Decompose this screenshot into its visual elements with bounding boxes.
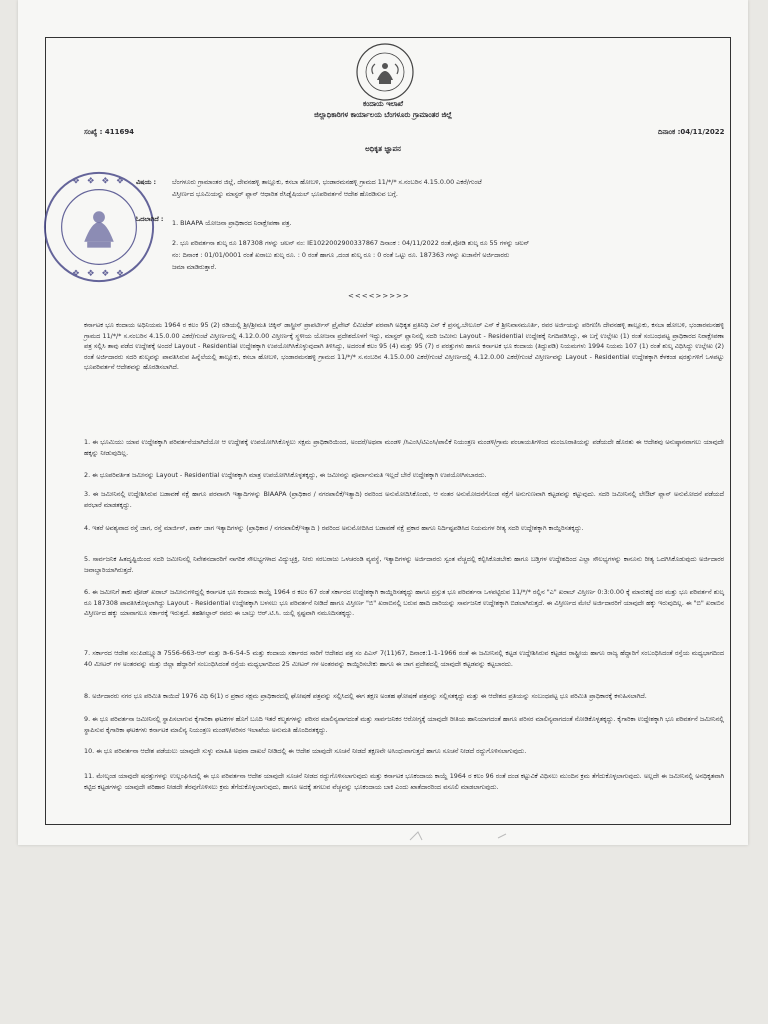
section-separator: <<<<>>>>> [348, 292, 410, 300]
memo-title: ಅಧಿಕೃತ ಜ್ಞಾಪನ [365, 145, 401, 153]
reference-2b: ನಂ: ದಿನಾಂಕ : 01/01/0001 ರಂತೆ ಖರಾಬು ಶುಲ್ಕ ರೂ. : 0 ರಂತೆ ಹಾಗೂ ,ದಂಡ ಶುಲ್ಕ ರೂ : 0 ರಂತೆ ಒಟ್ಟು ರೂ. 187363 ಗಳನ್ನು ಖಜಾನೆಗೆ ಅರ್ಜಿದಾರರು [172, 251, 510, 259]
department-name: ಕಂದಾಯ ಇಲಾಖೆ [362, 100, 404, 108]
page-border [45, 37, 731, 825]
document-sheet [18, 0, 748, 845]
condition-item: 1. ಈ ಭೂಮಿಯು ಯಾವ ಉದ್ದೇಶಕ್ಕಾಗಿ ಪರಿವರ್ತನೆಯಾಗಿದೆಯೋ ಆ ಉದ್ದೇಶಕ್ಕೆ ಉಪಯೋಗಿಸಿಕೊಳ್ಳಲು ಸಕ್ಷಮ ಪ್ರಾಧಿಕಾರಿಯಿಂದ, ಅಂದರೆ/ಅಥವಾ ಮಂಡಳಿ /ಸಿಎಂಸಿ/ಟಿಎಂಸಿ/ಪಾಲಿಕೆ ನಿಯಂತ್ರಣ ಮಂಡಳಿ/ಗ್ರಾಮ ಪಂಚಾಯತಿಗಳಿಂದ ಮಂಜೂರಾತಿಯನ್ನು ಪಡೆಯದೇ ಹೊರತು ಈ ಆದೇಶವು ಅನುಷ್ಠಾನವಾಗಲು ಯಾವುದೇ ಹಕ್ಕನ್ನು ನೀಡುವುದಿಲ್ಲ. [84, 438, 724, 457]
condition-item: 2. ಈ ಭೂಪರಿವರ್ತಿತ ಜಮೀನನ್ನು Layout - Residential ಉದ್ದೇಶಕ್ಕಾಗಿ ಮಾತ್ರ ಉಪಯೋಗಿಸಿಕೊಳ್ಳತಕ್ಕದ್ದು, ಈ ಜಮೀನನ್ನು ಪೂರ್ವಾನುಮತಿ ಇಲ್ಲದೆ ಬೇರೆ ಉದ್ದೇಶಕ್ಕಾಗಿ ಉಪಯೋಗಿಸಬಾರದು. [84, 471, 487, 479]
condition-item: 6. ಈ ಜಮೀನಿಗೆ ತಾಕು ಪೋಡ್ ಖರಾಬ್ ಜಮೀನುಗಳಿದ್ದಲ್ಲಿ ಕರ್ನಾಟಕ ಭೂ ಕಂದಾಯ ಕಾಯ್ದೆ 1964 ರ ಕಲಂ 67 ರಂತೆ ಸರ್ಕಾರದ ಉದ್ದೇಶಕ್ಕಾಗಿ ಕಾಯ್ದಿರಿಸತಕ್ಕದ್ದು ಹಾಗೂ ಪ್ರಸ್ತುತ ಭೂ ಪರಿವರ್ತನಾ ಒಳಪಟ್ಟಿರುವ 11/*/* ರಲ್ಲಿನ "ಎ" ಖರಾಬ್ ವಿಸ್ತೀರ್ಣ 0:3:0.00 ಕ್ಕೆ ಮಾರುಕಟ್ಟೆ ದರ ಮತ್ತು ಭೂ ಪರಿವರ್ತನೆ ಶುಲ್ಕ ರೂ 187308 ಪಾವತಿಸಿಕೊಳ್ಳಲಾಗಿದ್ದು Layout - Residential ಉದ್ದೇಶಕ್ಕಾಗಿ ಬಳಸಲು ಭೂ ಪರಿವರ್ತನೆ ನೀಡಿದೆ ಹಾಗೂ ವಿಸ್ತೀರ್ಣ "ಬಿ" ಖರಾಬಿನಲ್ಲಿ ಬರುವ ಹಾದಿ ದಾರಿಯನ್ನು ಸಾರ್ವಜನಿಕ ಉದ್ದೇಶಕ್ಕಾಗಿ ಬಿಡಲಾಗಿರುತ್ತದೆ. ಈ ವಿಸ್ತೀರ್ಣದ ಮೇಲೆ ಅರ್ಜಿದಾರರಿಗೆ ಯಾವುದೇ ಹಕ್ಕು ಇರುವುದಿಲ್ಲ. ಈ "ಬಿ" ಖರಾಬಿನ ವಿಸ್ತೀರ್ಣದ ಹಕ್ಕು ಯಾವಾಗಲೂ ಸರ್ಕಾರಕ್ಕೆ ಇರುತ್ತದೆ. ತಹಶೀಲ್ದಾರ್ ರವರು ಈ ಬಾಬ್ತು ಆರ್.ಟಿ.ಸಿ. ಯಲ್ಲಿ ಸ್ಪಷ್ಟವಾಗಿ ನಮೂದಿಸತಕ್ಕದ್ದು. [84, 588, 724, 618]
order-date: ದಿನಾಂಕ :04/11/2022 [658, 128, 725, 136]
office-name: ಜಿಲ್ಲಾಧಿಕಾರಿಗಳ ಕಾರ್ಯಾಲಯ ಬೆಂಗಳೂರು ಗ್ರಾಮಾಂತರ ಜಿಲ್ಲೆ [314, 111, 452, 119]
reference-2c: ಜಮಾ ಮಾಡಿರುತ್ತಾರೆ. [172, 263, 217, 271]
subject-text-1: ಬೆಂಗಳೂರು ಗ್ರಾಮಾಂತರ ಜಿಲ್ಲೆ, ದೇವನಹಳ್ಳಿ ತಾಲ್ಲೂಕು, ಕಸಬಾ ಹೋಬಳಿ, ಭಂಡಾರಮನಹಳ್ಳಿ ಗ್ರಾಮದ 11/*/* ಸ.ನಂಬರಿನ 4.15.0.00 ಎಕರೆ/ಗುಂಟೆ [172, 178, 482, 186]
condition-item: 9. ಈ ಭೂ ಪರಿವರ್ತನಾ ಜಮೀನಿನಲ್ಲಿ ಸ್ಥಾಪಿಸಲಾಗುವ ಕೈಗಾರಿಕಾ ಘಟಕಗಳ ಹೊಗೆ ಬೂದಿ ಇತರೆ ಕಲ್ಮಶಗಳನ್ನು ಪರಿಸರ ಮಾಲಿನ್ಯವಾಗದಂತೆ ಮತ್ತು ಸಾರ್ವಜನಿಕರ ಆರೋಗ್ಯಕ್ಕೆ ಯಾವುದೇ ರೀತಿಯ ಹಾನಿಯಾಗದಂತೆ ಹಾಗೂ ಪರಿಸರ ಮಾಲಿನ್ಯವಾಗದಂತೆ ನೋಡಿಕೊಳ್ಳತಕ್ಕದ್ದು. ಕೈಗಾರಿಕಾ ಉದ್ದೇಶಕ್ಕಾಗಿ ಭೂ ಪರಿವರ್ತನೆ ಜಮೀನಿನಲ್ಲಿ ಸ್ಥಾಪಿಸುವ ಕೈಗಾರಿಕಾ ಘಟಕಗಳು ಕರ್ನಾಟಕ ಮಾಲಿನ್ಯ ನಿಯಂತ್ರಣ ಮಂಡಳಿ/ಪರಿಸರ ಇಲಾಖೆಯ ಅನುಮತಿ ಹೊಂದಿರತಕ್ಕದ್ದು. [84, 715, 724, 734]
condition-item: 4. ಇತರೆ ಅವಶ್ಯವಾದ ರಸ್ತೆ ಜಾಗ, ರಸ್ತೆ ಮಾರ್ಜಿನ್, ಪಾರ್ಕ ಜಾಗ ಇತ್ಯಾದಿಗಳನ್ನು (ಪ್ರಾಧಿಕಾರ / ನಗರಪಾಲಿಕೆ/ಇತ್ಯಾದಿ ) ರವರಿಂದ ಅನುಮೋದಿಸಿದ ಬಡಾವಣೆ ನಕ್ಷೆ ಪ್ರಕಾರ ಹಾಗೂ ನಿರ್ದಿಷ್ಟಪಡಿಸಿದ ನಿಯಮಗಳ ರೀತ್ಯ ಸದರಿ ಉದ್ದೇಶಕ್ಕಾಗಿ ಕಾಯ್ದಿರಿಸತಕ್ಕದ್ದು. [84, 524, 584, 532]
reference-1: 1. BIAAPA ಯೋಜನಾ ಪ್ರಾಧಿಕಾರದ ನಿರಾಕ್ಷೇಪಣಾ ಪತ್ರ. [172, 219, 292, 227]
condition-item: 3. ಈ ಜಮೀನಿನಲ್ಲಿ ಉದ್ದೇಶಿಸಿರುವ ಬಡಾವಣೆ ನಕ್ಷೆ ಹಾಗೂ ಪರವಾನಗಿ ಇತ್ಯಾದಿಗಳನ್ನು BIAAPA (ಪ್ರಾಧಿಕಾರ / ನಗರಪಾಲಿಕೆ/ಇತ್ಯಾದಿ) ರವರಿಂದ ಅನುಮೋದಿಸಿಕೊಂಡು, ಆ ನಂತರ ಅನುಮೋದನೆಗೊಂಡ ನಕ್ಷೆಗೆ ಅನುಗುಣವಾಗಿ ಕಟ್ಟಡವನ್ನು ಕಟ್ಟುವುದು. ಸದರಿ ಜಮೀನಿನಲ್ಲಿ ಲೇಔಟ್ ಪ್ಲಾನ್ ಅನುಮೋದನೆ ಪಡೆಯದೆ ಪರಭಾರೆ ಮಾಡತಕ್ಕದ್ದು. [84, 490, 724, 509]
condition-item: 11. ಮೇಲ್ಕಂಡ ಯಾವುದೇ ಷರತ್ತುಗಳನ್ನು ಉಲ್ಲಂಘಿಸಿದಲ್ಲಿ ಈ ಭೂ ಪರಿವರ್ತನಾ ಆದೇಶ ಯಾವುದೇ ಸೂಚನೆ ನೀಡದ ರದ್ದುಗೊಳಿಸಲಾಗುವುದು ಮತ್ತು ಕರ್ನಾಟಕ ಭೂಕಂದಾಯ ಕಾಯ್ದೆ 1964 ರ ಕಲಂ 96 ರಂತೆ ದಂಡ ಕಟ್ಟುವಿಕೆ ವಿಧಿಸಲು ಮುಂದಿನ ಕ್ರಮ ತೆಗೆದುಕೊಳ್ಳಲಾಗುವುದು. ಅಲ್ಲದೇ ಈ ಜಮೀನಿನಲ್ಲಿ ಅನಧಿಕೃತವಾಗಿ ಕಟ್ಟಿದ ಕಟ್ಟಡಗಳನ್ನು ಯಾವುದೇ ಪರಿಹಾರ ನೀಡದೇ ತೆರವುಗೊಳಿಸಲು ಕ್ರಮ ತೆಗೆದುಕೊಳ್ಳಲಾಗುವುದು, ಹಾಗೂ ಅದಕ್ಕೆ ತಗಲುವ ವೆಚ್ಚವನ್ನು ಭೂಕಂದಾಯ ಬಾಕಿ ಎಂದು ಖಾತೆದಾರರಿಂದ ವಸೂಲಿ ಮಾಡಲಾಗುವುದು. [84, 772, 724, 791]
reference-2a: 2. ಭೂ ಪರಿವರ್ತನಾ ಶುಲ್ಕ ರೂ 187308 ಗಳನ್ನು ಚಲನ್ ನಂ: IE1022002900337867 ದಿನಾಂಕ : 04/11/2022 ರಂತೆ,ಪೋಡಿ ಶುಲ್ಕ ರೂ 55 ಗಳನ್ನು ಚಲನ್ [172, 239, 530, 247]
reference-label: ಓದಲಾಗಿದೆ : [136, 215, 164, 223]
svg-text:❖ ❖ ❖ ❖: ❖ ❖ ❖ ❖ [72, 269, 126, 280]
order-number: ಸಂಖ್ಯೆ : 411694 [84, 128, 135, 136]
karnataka-emblem-icon [355, 42, 415, 102]
page-edge-marks [408, 830, 528, 842]
condition-item: 8. ಅರ್ಜಿದಾರರು ನಗರ ಭೂ ಪರಿಮಿತಿ ಕಾಯಿದೆ 1976 ವಿಧಿ 6(1) ರ ಪ್ರಕಾರ ಸಕ್ಷಮ ಪ್ರಾಧಿಕಾರದಲ್ಲಿ ಘೋಷಣೆ ಪತ್ರವನ್ನು ಸಲ್ಲಿಸಿದಲ್ಲಿ ಈಗ ತಕ್ಷಣ ಅಂತಹ ಘೋಷಣೆ ಪತ್ರವನ್ನು ಸಲ್ಲಿಸತಕ್ಕದ್ದು ಮತ್ತು ಈ ಆದೇಶದ ಪ್ರತಿಯನ್ನು ಸಂಬಂಧಪಟ್ಟ ಭೂ ಪರಿಮಿತಿ ಪ್ರಾಧಿಕಾರಕ್ಕೆ ಕಳುಹಿಸಲಾಗಿದೆ. [84, 692, 647, 700]
condition-item: 10. ಈ ಭೂ ಪರಿವರ್ತನಾ ಆದೇಶ ಪಡೆಯಲು ಯಾವುದೇ ಸುಳ್ಳು ಮಾಹಿತಿ ಅಥವಾ ದಾಖಲೆ ನೀಡಿದಲ್ಲಿ ಈ ಆದೇಶ ಯಾವುದೇ ಸೂಚನೆ ನೀಡದೆ ತಕ್ಷಣವೇ ಅಸಿಂಧುವಾಗುತ್ತದೆ ಹಾಗೂ ಸೂಚನೆ ನೀಡದೆ ರದ್ದುಗೊಳಿಸಲಾಗುವುದು. [84, 747, 527, 755]
condition-item: 7. ಸರ್ಕಾರದ ಆದೇಶ ಸಂ:ಪಿಡಬ್ಲ್ಯೂಡಿ 7556-663-ಆರ್ ಮತ್ತು ಡಿ-6-54-5 ಮತ್ತು ಕಂದಾಯ ಸರ್ಕಾರದ ಸಾರಿಗೆ ಆದೇಶದ ಪತ್ರ ಸಂ ಪಿಎಸ್ 7(11)67, ದಿನಾಂಕ:1-1-1966 ರಂತೆ ಈ ಜಮೀನಿನಲ್ಲಿ ಕಟ್ಟಡ ಉದ್ದೇಶಿಸಿರುವ ಕಟ್ಟಡದ ರಾಷ್ಟ್ರೀಯ ಹಾಗೂ ರಾಜ್ಯ ಹೆದ್ದಾರಿಗೆ ಸಂಬಂಧಿಸಿದಂತೆ ರಸ್ತೆಯ ಮಧ್ಯಭಾಗದಿಂದ 40 ಮೀಟರ್ ಗಳ ಅಂತರವನ್ನು ಮತ್ತು ಜಿಲ್ಲಾ ಹೆದ್ದಾರಿಗೆ ಸಂಬಂಧಿಸಿದಂತೆ ರಸ್ತೆಯ ಮಧ್ಯಭಾಗದಿಂದ 25 ಮೀಟರ್ ಗಳ ಅಂತರವನ್ನು ಕಾಯ್ದಿರಿಸಬೇಕು ಹಾಗೂ ಈ ಜಾಗ ಪ್ರದೇಶದಲ್ಲಿ ಯಾವುದೇ ಕಟ್ಟಡವನ್ನು ಕಟ್ಟಬಾರದು. [84, 649, 724, 668]
subject-label: ವಿಷಯ : [136, 178, 157, 186]
svg-text:❖ ❖ ❖ ❖: ❖ ❖ ❖ ❖ [72, 176, 126, 187]
condition-item: 5. ಸಾರ್ವಜನಿಕ ಹಿತದೃಷ್ಟಿಯಿಂದ ಸದರಿ ಜಮೀನಿನಲ್ಲಿ ನಿವೇಶನದಾರರಿಗೆ ನಾಗರಿಕ ಸೌಲಭ್ಯಗಳಾದ ವಿದ್ಯುಚ್ಛಕ್ತಿ, ನೀರು ಸರಬರಾಜು ಒಳಚರಂಡಿ ವ್ಯವಸ್ಥೆ, ಇತ್ಯಾದಿಗಳನ್ನು ಅರ್ಜಿದಾರರು ಸ್ವಂತ ವೆಚ್ಚದಲ್ಲಿ ಕಲ್ಪಿಸಿಕೊಡಬೇಕು ಹಾಗೂ ಬಡ್ತಿಗಳ ಉದ್ದೇಶದಿಂದ ಎಲ್ಲಾ ಸೌಲಭ್ಯಗಳನ್ನು ಕಾನೂನು ರೀತ್ಯ ಒದಗಿಸಿಕೊಡುವುದು ಅರ್ಜಿದಾರರ ಜವಾಬ್ದಾರಿಯಾಗಿರುತ್ತದೆ. [84, 555, 724, 574]
subject-text-2: ವಿಸ್ತೀರ್ಣದ ಭೂಮಿಯನ್ನು ಮಾಸ್ಟರ್ ಪ್ಲಾನ್ ಆಧಾರಿತ ರೆಸಿಡ್ನೆಷಿಯಲ್ ಭೂಪರಿವರ್ತನೆ ಆದೇಶ ಹೊರಡಿಸುವ ಬಗ್ಗೆ. [172, 190, 398, 198]
preamble-paragraph: ಕರ್ನಾಟಕ ಭೂ ಕಂದಾಯ ಅಧಿನಿಯಮ 1964 ರ ಕಲಂ 95 (2) ರಡಿಯಲ್ಲಿ ಶ್ರೀ/ಶ್ರೀಮತಿ ಚಿಕ್ಕಿನ್ ಡಾಸ್ಟ್ರೀಸ್ ಪ್ರಾಪರ್ಟೀಸ್ ಪ್ರೈವೇಟ್ ಲಿಮಿಟೆಡ್ ಪರವಾಗಿ ಅಧಿಕೃತ ಪ್ರತಿನಿಧಿ ಎನ್ ಕೆ ಪ್ರಸನ್ನ,ಬೇಲೂರ್ ಎಸ್ ಕೆ ಶ್ರೀನಿವಾಸಮೂರ್ತಿ, ರವರ ಅರ್ಜಿಯನ್ನು ಪರಿಗಣಿಸಿ ದೇವನಹಳ್ಳಿ ತಾಲ್ಲೂಕು, ಕಸಬಾ ಹೋಬಳಿ, ಭಂಡಾರಮನಹಳ್ಳಿ ಗ್ರಾಮದ 11/*/* ಸ.ನಂಬರಿನ 4.15.0.00 ಎಕರೆ/ಗುಂಟೆ ವಿಸ್ತೀರ್ಣದಲ್ಲಿ 4.12.0.00 ವಿಸ್ತೀರ್ಣಕ್ಕೆ ಸ್ಥಳೀಯ ಯೋಜನಾ ಪ್ರದೇಶದೊಳಗೆ ಇದ್ದು, ಮಾಸ್ಟರ್ ಪ್ಲಾನಿನಲ್ಲಿ ಸದರಿ ಜಮೀನು Layout - Residential ಉದ್ದೇಶಕ್ಕೆ ನಿಗದಿಪಡಿಸಿದ್ದು, ಈ ಬಗ್ಗೆ ಉಲ್ಲೇಖ (1) ರಂತೆ ಸಂಬಂಧಪಟ್ಟ ಪ್ರಾಧಿಕಾರದ ನಿರಾಕ್ಷೇಪಣಾ ಪತ್ರ ಸಲ್ಲಿಸಿ ತಾವು ಪಡೆದ ಉದ್ದೇಶಕ್ಕೆ ಅಂದರೆ Layout - Residential ಉದ್ದೇಶಕ್ಕಾಗಿ ಉಪಯೋಗಿಸಿಕೊಳ್ಳುವುದಾಗಿ ತಿಳಿಸಿದ್ದು, ಅದರಂತೆ ಕಲಂ 95 (4) ಮತ್ತು 95 (7) ರ ಪರತ್ತುಗಳು ಹಾಗೂ ಕರ್ನಾಟಕ ಭೂ ಕಂದಾಯ (ತಿದ್ದುಪಡಿ) ನಿಯಮಗಳು 1994 ನಿಯಮ 107 (1) ರಂತೆ ಶುಲ್ಕ ವಿಧಿಸಿದ್ದು ಉಲ್ಲೇಖ (2) ರಂತೆ ಅರ್ಜಿದಾರರು ಸದರಿ ಶುಲ್ಕವನ್ನು ಪಾವತಿಸಿರುವ ಹಿನ್ನೆಲೆಯಲ್ಲಿ ತಾಲ್ಲೂಕು, ಕಸಬಾ ಹೋಬಳಿ, ಭಂಡಾರಮನಹಳ್ಳಿ ಗ್ರಾಮದ 11/*/* ಸ.ನಂಬರಿನ 4.15.0.00 ಎಕರೆ/ಗುಂಟೆ ವಿಸ್ತೀರ್ಣದಲ್ಲಿ 4.12.0.00 ಎಕರೆ/ಗುಂಟೆ ವಿಸ್ತೀರ್ಣವನ್ನು Layout - Residential ಉದ್ದೇಶಕ್ಕಾಗಿ ಕೆಳಕಂಡ ಷರತ್ತುಗಳಿಗೆ ಒಳಪಟ್ಟು ಭೂಪರಿವರ್ತನೆ ಆದೇಶವನ್ನು ಹೊರಡಿಸಲಾಗಿದೆ. [84, 321, 724, 372]
